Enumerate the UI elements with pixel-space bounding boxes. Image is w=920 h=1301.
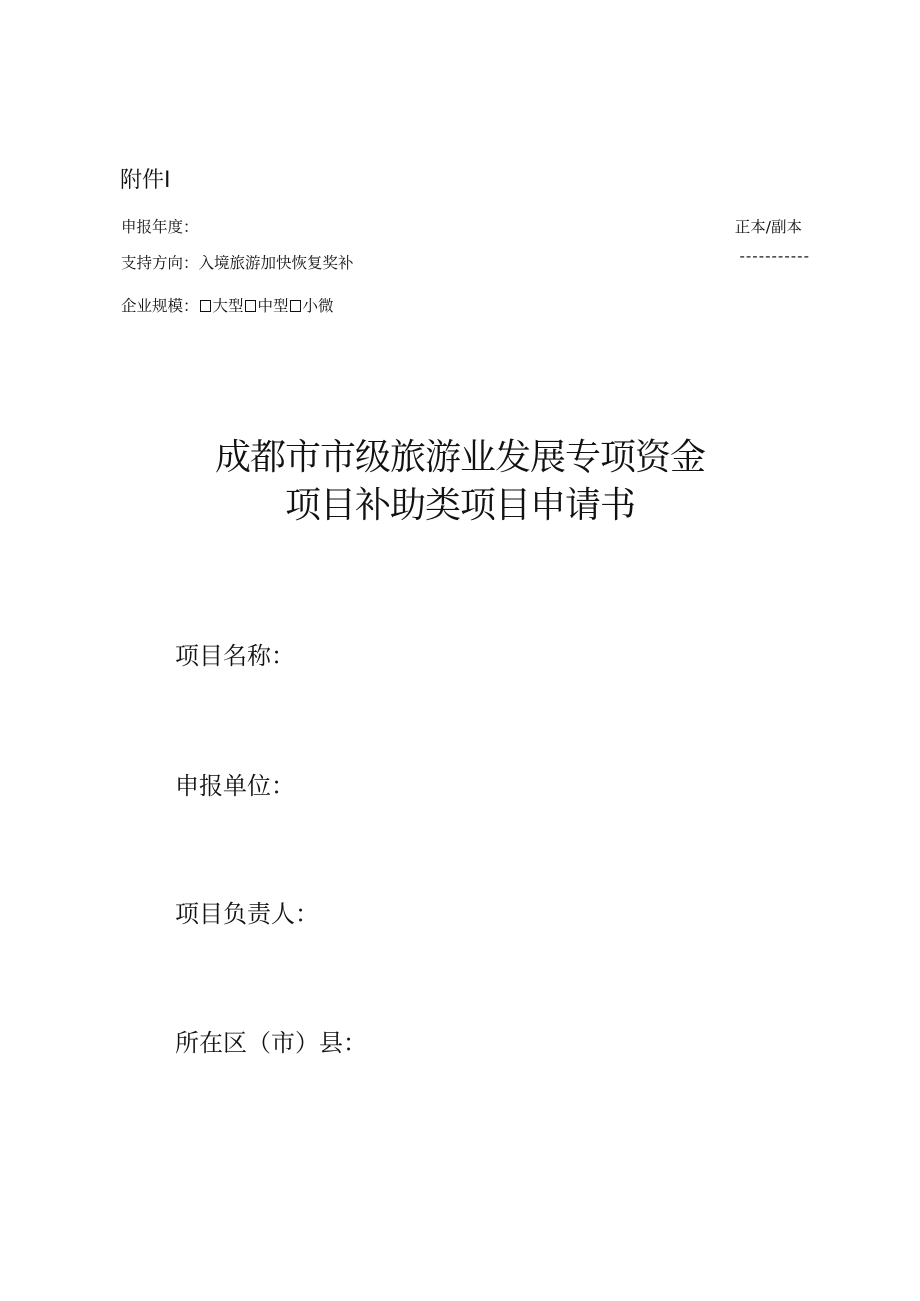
checkbox-large[interactable] — [200, 300, 211, 312]
checkbox-medium[interactable] — [245, 300, 256, 312]
support-direction-row — [121, 251, 354, 273]
scale-option-large: 大型 — [212, 297, 244, 315]
enterprise-scale-row — [121, 294, 334, 316]
scale-option-medium: 中型 — [257, 297, 289, 315]
applicant-unit-field-label: 申报单位： — [175, 772, 295, 800]
scale-option-small: 小微 — [302, 297, 334, 315]
support-direction-label: 支持方向： — [121, 254, 199, 272]
dashed-fill-line: ----------- — [739, 247, 810, 265]
support-direction-value: 入境旅游加快恢复奖补 — [198, 254, 354, 272]
attachment-label: 附件I — [120, 168, 171, 193]
document-title-line-2: 项目补助类项目申请书 — [284, 485, 635, 526]
project-leader-field-label: 项目负责人： — [175, 900, 319, 928]
document-title-line-1: 成都市市级旅游业发展专项资金 — [214, 437, 705, 478]
copy-type-label: 正本/副本 — [734, 218, 802, 236]
checkbox-small[interactable] — [290, 300, 301, 312]
project-name-field-label: 项目名称： — [175, 642, 295, 670]
district-field-label: 所在区（市）县： — [175, 1029, 367, 1057]
declaration-year-label: 申报年度： — [121, 218, 199, 236]
enterprise-scale-label: 企业规模： — [121, 297, 199, 315]
